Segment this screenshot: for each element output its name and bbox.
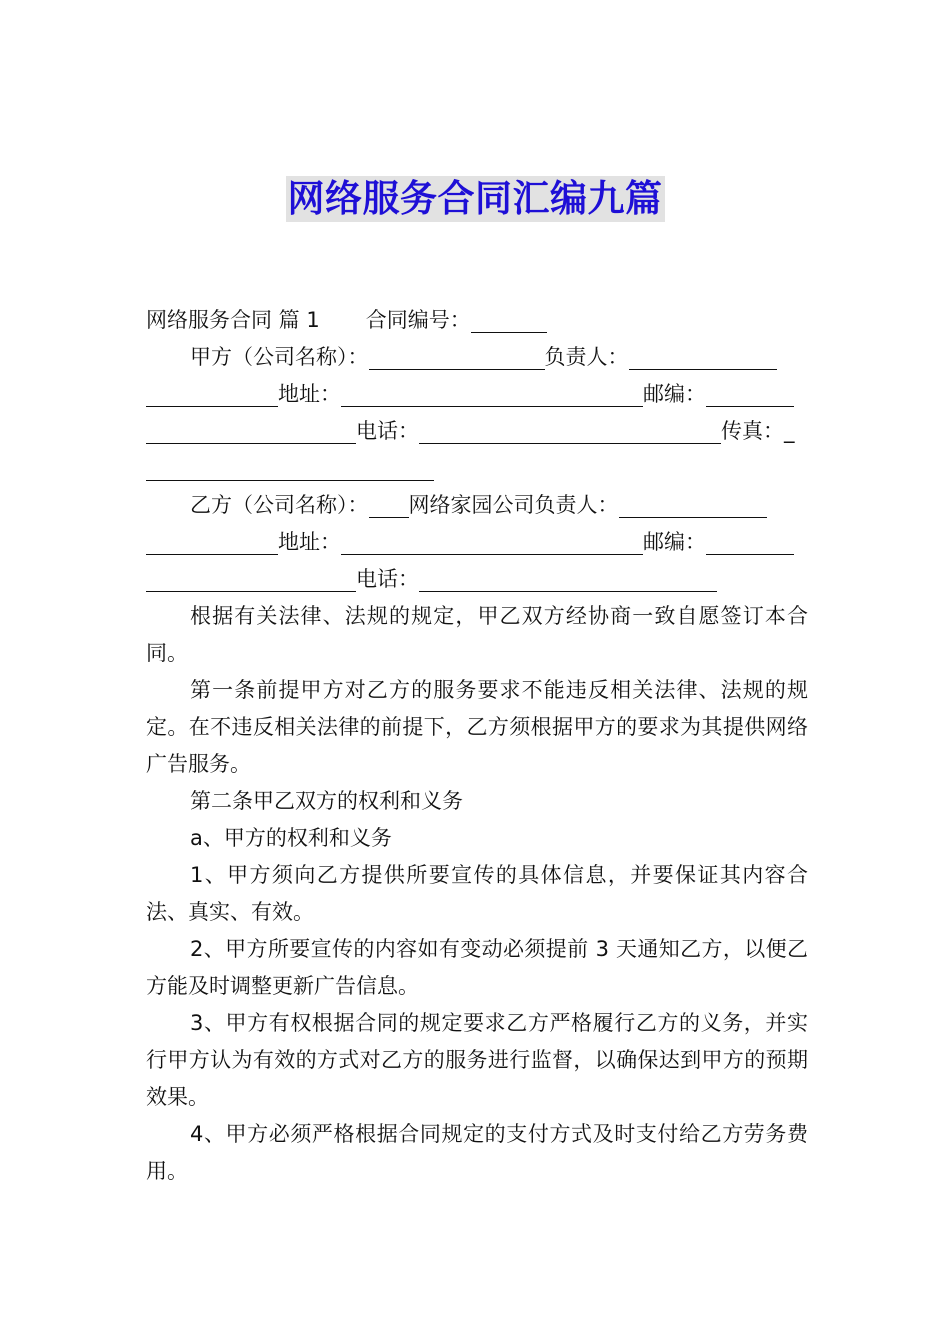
party-a-line-3: [146, 413, 808, 450]
party-a-postcode-blank-cont: [146, 417, 356, 444]
party-a-phone-label: 电话：: [356, 419, 419, 443]
party-b-line-1: [146, 487, 808, 524]
contract-no-label: 合同编号：: [365, 308, 471, 332]
party-a-line-1: [146, 339, 808, 376]
party-b-line-2: [146, 524, 808, 561]
party-b-company: 网络家园公司: [408, 493, 535, 517]
party-a-postcode-label: 邮编：: [643, 382, 706, 406]
party-b-address-blank: [341, 528, 643, 555]
party-a-name-label: 甲方（公司名称）：: [190, 345, 369, 369]
party-a-person-blank: [629, 343, 777, 370]
party-b-postcode-blank: [706, 528, 794, 555]
party-b-person-blank: [619, 491, 767, 518]
party-b-postcode-label: 邮编：: [643, 530, 706, 554]
party-a-person-label: 负责人：: [544, 345, 629, 369]
paragraph-intro: 根据有关法律、法规的规定，甲乙双方经协商一致自愿签订本合同。: [146, 604, 808, 665]
paragraph-item-1: 1、甲方须向乙方提供所要宣传的具体信息，并要保证其内容合法、真实、有效。: [146, 863, 808, 924]
party-b-line-3: [146, 561, 808, 598]
party-b-name-blank: [369, 491, 409, 518]
paragraph-article-2: 第二条甲乙双方的权利和义务: [190, 789, 463, 813]
party-a-line-4: [146, 450, 808, 487]
contract-heading: 网络服务合同 篇 1: [146, 308, 320, 332]
paragraph-section-a: a、甲方的权利和义务: [190, 826, 392, 850]
document-body: [146, 302, 808, 1190]
party-a-name-blank: [369, 343, 545, 370]
title-area: [0, 176, 950, 222]
party-a-address-label: 地址：: [278, 382, 341, 406]
party-b-person-label: 负责人：: [534, 493, 619, 517]
party-b-address-label: 地址：: [278, 530, 341, 554]
party-b-phone-blank: [419, 565, 717, 592]
party-a-line-2: [146, 376, 808, 413]
party-a-fax-blank: [146, 454, 434, 481]
party-b-name-label: 乙方（公司名称）：: [190, 493, 369, 517]
party-b-person-blank-cont: [146, 528, 278, 555]
party-a-person-blank-cont: [146, 380, 278, 407]
paragraph-item-2: 2、甲方所要宣传的内容如有变动必须提前 3 天通知乙方，以便乙方能及时调整更新广告信息。: [146, 937, 808, 998]
party-b-postcode-blank-cont: [146, 565, 356, 592]
party-a-address-blank: [341, 380, 643, 407]
paragraph-item-4: 4、甲方必须严格根据合同规定的支付方式及时支付给乙方劳务费用。: [146, 1122, 808, 1183]
contract-heading-line: [146, 302, 808, 339]
contract-no-blank: [471, 306, 547, 333]
document-title: 网络服务合同汇编九篇: [287, 177, 663, 220]
party-a-fax-label: 传真：_: [721, 419, 795, 443]
paragraph-article-1: 第一条前提甲方对乙方的服务要求不能违反相关法律、法规的规定。在不违反相关法律的前提下，乙方须根据甲方的要求为其提供网络广告服务。: [146, 678, 808, 776]
paragraph-item-3: 3、甲方有权根据合同的规定要求乙方严格履行乙方的义务，并实行甲方认为有效的方式对乙方的服务进行监督，以确保达到甲方的预期效果。: [146, 1011, 808, 1109]
party-a-phone-blank: [419, 417, 721, 444]
party-a-postcode-blank: [706, 380, 794, 407]
party-b-phone-label: 电话：: [356, 567, 419, 591]
